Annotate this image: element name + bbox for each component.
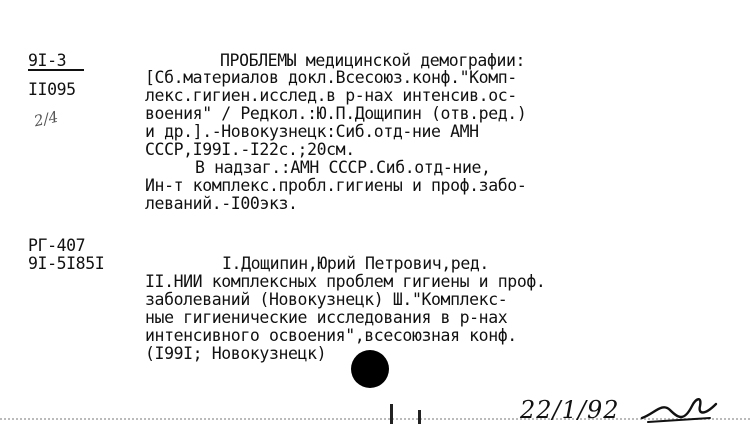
record-line-6: СССР,I99I.-I22с.;20см. (145, 140, 355, 159)
shelfmark-bottom: РГ-407 (28, 236, 86, 255)
record-line-8: Ин-т комплекс.пробл.гигиены и проф.забо- (145, 176, 527, 195)
record-line-5: и др.].-Новокузнецк:Сиб.отд-ние АМН (145, 122, 479, 141)
tracing-line-6: (I99I; Новокузнецк) (145, 344, 327, 363)
edge-tick-mark (418, 410, 421, 424)
tracing-line-3: заболеваний (Новокузнецк) Ш."Комплекс- (145, 290, 508, 309)
record-line-2: [Сб.материалов докл.Всесоюз.конф."Комп- (145, 68, 517, 87)
record-line-3: лекс.гигиен.исслед.в р-нах интенсив.ос- (145, 86, 517, 105)
shelfmark-underline (28, 69, 84, 71)
tracing-line-5: интенсивного освоения",всесоюзная конф. (145, 326, 517, 345)
record-line-7: В надзаг.:АМН СССР.Сиб.отд-ние, (195, 158, 491, 177)
tracing-line-4: ные гигиенические исследования в р-нах (145, 308, 508, 327)
handwritten-note: 2/4 (32, 107, 60, 131)
ink-blot (351, 350, 389, 388)
inventory-number-bottom: 9I-5I85I (28, 254, 105, 273)
shelfmark-top: 9I-3 (28, 51, 67, 70)
record-line-4: воения" / Редкол.:Ю.П.Дощипин (отв.ред.) (145, 104, 527, 123)
tracing-line-1: I.Дощипин,Юрий Петрович,ред. (222, 254, 489, 273)
edge-tick-mark (390, 404, 393, 424)
record-line-9: леваний.-I00экз. (145, 194, 298, 213)
signature-flourish-icon (640, 392, 720, 426)
card-bottom-edge (0, 418, 750, 420)
handwritten-date: 22/1/92 (520, 396, 620, 424)
record-line-1: ПРОБЛЕМЫ медицинской демографии: (220, 51, 526, 70)
tracing-line-2: II.НИИ комплексных проблем гигиены и проф. (145, 272, 546, 291)
inventory-number-top: II095 (28, 80, 76, 99)
